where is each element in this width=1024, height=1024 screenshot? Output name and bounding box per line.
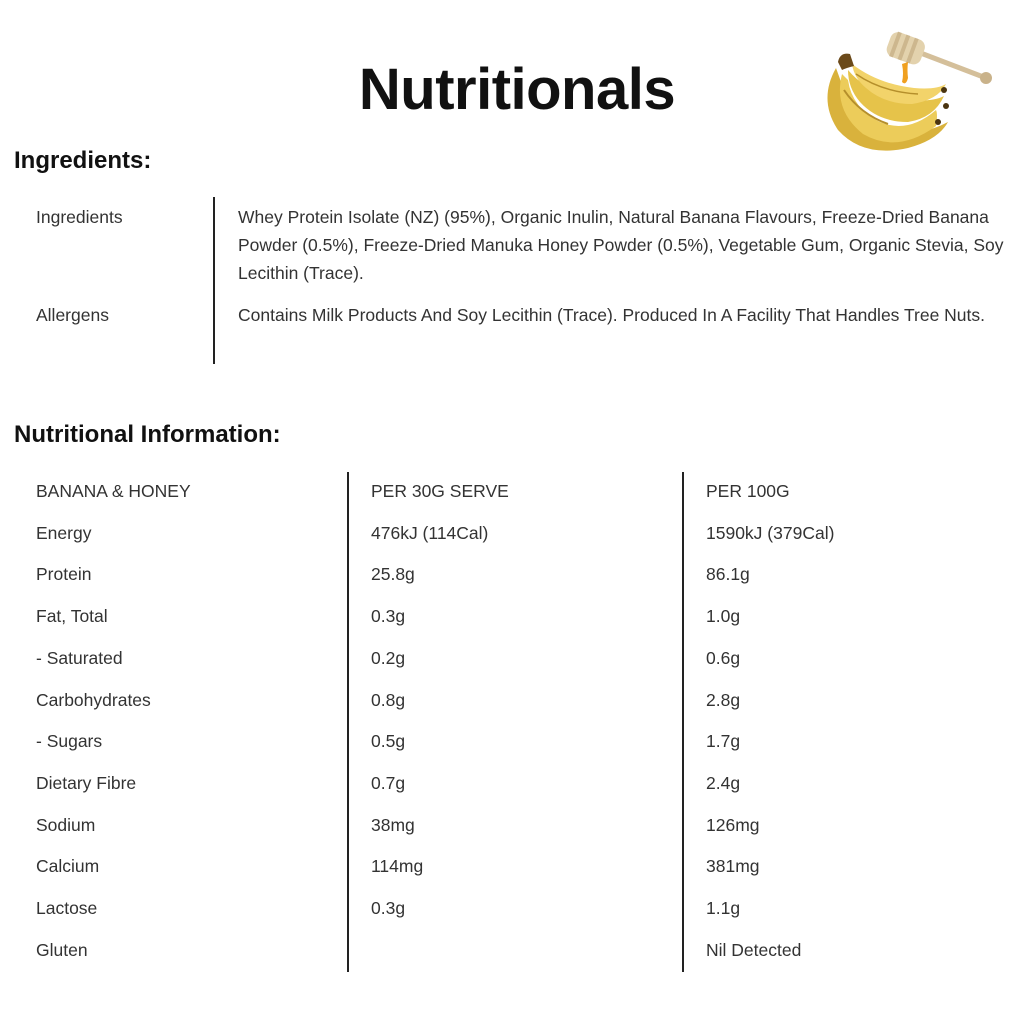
page-title: Nutritionals: [358, 57, 676, 122]
nutrient-name: Energy: [36, 522, 92, 543]
per-serve-value: 114mg: [371, 856, 424, 877]
nutrient-name: Calcium: [36, 856, 100, 877]
table-row: [36, 847, 996, 889]
table-row: [36, 639, 996, 681]
ingredients-heading: Ingredients:: [14, 147, 152, 174]
nutrient-name: Sodium: [36, 814, 96, 835]
table-row: [36, 722, 996, 764]
nutrient-name: - Saturated: [36, 647, 123, 668]
per-100g-value: 381mg: [706, 856, 760, 877]
nutrient-name: Lactose: [36, 898, 98, 918]
per-100g-value: 0.6g: [706, 647, 741, 668]
table-row: [36, 514, 996, 556]
table-row: [36, 764, 996, 806]
table-row: [36, 806, 996, 848]
per-100g-value: 2.4g: [706, 772, 741, 793]
per-100g-value: 1.7g: [706, 731, 741, 752]
per-100g-value: 2.8g: [706, 689, 741, 710]
nutrient-name: Fat, Total: [36, 606, 108, 627]
nutrient-name: Dietary Fibre: [36, 772, 137, 793]
table-row: [36, 597, 996, 639]
per-100g-value: 86.1g: [706, 564, 750, 585]
table-row: [36, 681, 996, 723]
allergens-value: Contains Milk Products And Soy Lecithin (Trace). Produced In A Facility That Handles Tree Nuts.: [238, 305, 986, 325]
banana-honey-icon: [808, 30, 1008, 170]
per-serve-value: 0.7g: [371, 772, 406, 793]
nutrient-name: Gluten: [36, 939, 88, 960]
table-row: [36, 889, 996, 931]
per-serve-value: 0.5g: [371, 731, 406, 752]
ingredients-divider: [213, 197, 215, 364]
header-per-serve: PER 30G SERVE: [371, 481, 509, 501]
nutrient-name: Carbohydrates: [36, 689, 151, 710]
per-100g-value: 1.0g: [706, 606, 741, 627]
nutrition-table: [36, 472, 996, 972]
per-100g-value: Nil Detected: [706, 939, 802, 960]
per-100g-value: 126mg: [706, 814, 760, 835]
per-serve-value: 0.3g: [371, 606, 406, 627]
per-serve-value: 0.8g: [371, 689, 406, 710]
per-serve-value: 25.8g: [371, 564, 415, 585]
table-row: [36, 931, 996, 973]
header-product: BANANA & HONEY: [36, 481, 191, 501]
per-serve-value: 476kJ (114Cal): [371, 522, 489, 543]
ingredients-label: Ingredients: [36, 207, 123, 227]
nutrient-name: - Sugars: [36, 731, 103, 752]
per-100g-value: 1590kJ (379Cal): [706, 522, 835, 543]
table-row: [36, 555, 996, 597]
per-100g-value: 1.1g: [706, 898, 741, 918]
per-serve-value: 38mg: [371, 814, 415, 835]
per-serve-value: 0.3g: [371, 898, 406, 918]
nutrient-name: Protein: [36, 564, 92, 585]
per-serve-value: 0.2g: [371, 647, 406, 668]
nutrition-heading: Nutritional Information:: [14, 421, 281, 448]
allergens-label: Allergens: [36, 305, 109, 325]
table-header-row: [36, 472, 996, 514]
ingredients-value: Whey Protein Isolate (NZ) (95%), Organic Inulin, Natural Banana Flavours, Freeze-Dried Banana Powder (0.5%), Freeze-Dried Manuka Honey Powder (0.5%), Vegetable Gum, Organic Stevia, Soy Lecithin (Trace).: [238, 207, 1004, 283]
header-per-100g: PER 100G: [706, 481, 790, 501]
